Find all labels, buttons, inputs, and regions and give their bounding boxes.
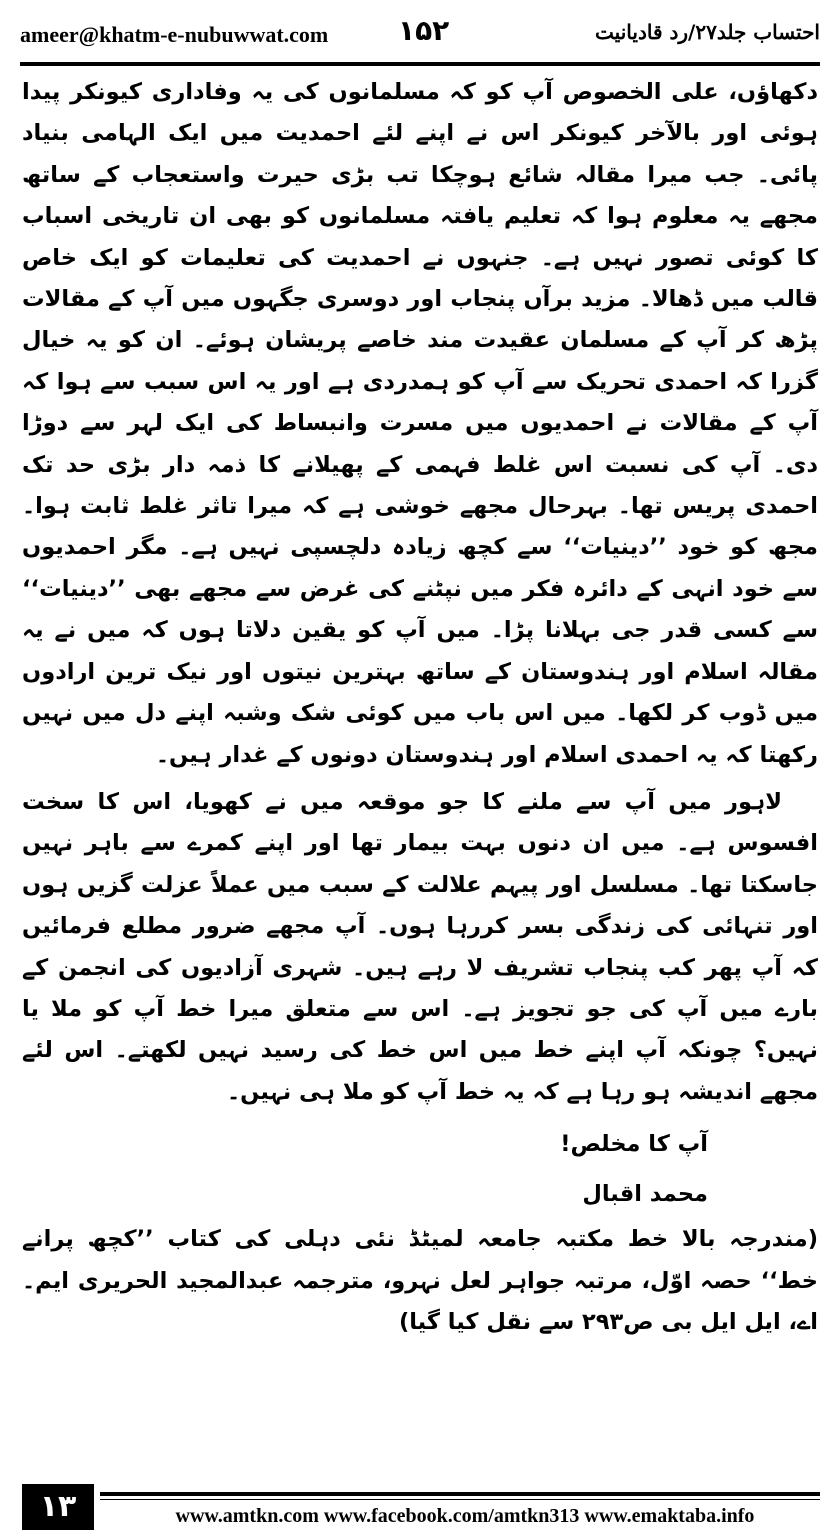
paragraph-2: لاہور میں آپ سے ملنے کا جو موقعہ میں نے کھویا، اس کا سخت افسوس ہے۔ میں ان دنوں بہت بیمار تھا اور اپنے کمرے سے باہر نہیں جاسکتا تھا۔ مسلسل اور پیہم علالت کے سبب میں عملاً عزلت گزیں ہوں اور تنہائی کی زندگی بسر کررہا ہوں۔ آپ مجھے ضرور مطلع فرمائیں کہ آپ پھر کب پنجاب تشریف لا رہے ہیں۔ شہری آزادیوں کی انجمن کے بارے میں آپ کی جو تجویز ہے۔ اس سے متعلق میرا خط آپ کو ملا یا نہیں؟ چونکہ آپ اپنے خط میں اس خط کی رسید نہیں لکھتے۔ اس لئے مجھے اندیشہ ہو رہا ہے کہ یہ خط آپ کو ملا ہی نہیں۔ [22,788,818,1105]
footer-links[interactable]: www.amtkn.com www.facebook.com/amtkn313 www.emaktaba.info [175,1505,755,1527]
signature: محمد اقبال [582,1181,708,1208]
footer-rule-thin [100,1499,820,1500]
header-rule [20,62,820,66]
header-page-number: ۱۵۲ [398,14,450,47]
source-citation: (مندرجہ بالا خط مکتبہ جامعہ لمیٹڈ نئی دہلی کی کتاب ’’کچھ پرانے خط‘‘ حصہ اوّل، مرتبہ جواہر لعل نہرو، مترجمہ عبدالمجید الحریری ایم۔اے، ایل ایل بی ص۲۹۳ سے نقل کیا گیا) [22,1226,818,1335]
page-header [20,14,820,52]
letter-body [22,72,818,1343]
footer-page-number: ۱۳ [22,1484,94,1530]
letter-closing-block [22,1119,818,1219]
header-email[interactable]: ameer@khatm-e-nubuwwat.com [20,22,329,47]
header-book-title: احتساب جلد۲۷/رد قادیانیت [595,20,820,44]
closing-salutation: آپ کا مخلص! [560,1131,708,1158]
footer-rule-thick [100,1492,820,1496]
paragraph-1: دکھاؤں، علی الخصوص آپ کو کہ مسلمانوں کی یہ وفاداری کیونکر پیدا ہوئی اور بالآخر کیونکر اس نے اپنے لئے احمدیت میں ایک الہامی بنیاد پائی۔ جب میرا مقالہ شائع ہوچکا تب بڑی حیرت واستعجاب کے ساتھ مجھے یہ معلوم ہوا کہ تعلیم یافتہ مسلمانوں کو بھی ان تاریخی اسباب کا کوئی تصور نہیں ہے۔ جنہوں نے احمدیت کی تعلیمات کو ایک خاص قالب میں ڈھالا۔ مزید برآں پنجاب اور دوسری جگہوں میں آپ کے مقالات پڑھ کر آپ کے مسلمان عقیدت مند خاصے پریشان ہوئے۔ ان کو یہ خیال گزرا کہ احمدی تحریک سے آپ کو ہمدردی ہے اور یہ اس سبب سے ہوا کہ آپ کے مقالات نے احمدیوں میں مسرت وانبساط کی ایک لہر سے دوڑا دی۔ آپ کی نسبت اس غلط فہمی کے پھیلانے کا ذمہ دار بڑی حد تک احمدی پریس تھا۔ بہرحال مجھے خوشی ہے کہ میرا تاثر غلط ثابت ہوا۔ مجھ کو خود ’’دینیات‘‘ سے کچھ زیادہ دلچسپی نہیں ہے۔ مگر احمدیوں سے خود انہی کے دائرہ فکر میں نپٹنے کی غرض سے مجھے بھی ’’دینیات‘‘ سے کسی قدر جی بہلانا پڑا۔ میں آپ کو یقین دلاتا ہوں کہ میں نے یہ مقالہ اسلام اور ہندوستان کے ساتھ بہترین نیتوں اور نیک ترین ارادوں میں ڈوب کر لکھا۔ میں اس باب میں کوئی شک وشبہ اپنے دل میں نہیں رکھتا کہ یہ احمدی اسلام اور ہندوستان دونوں کے غدار ہیں۔ [22,79,818,768]
